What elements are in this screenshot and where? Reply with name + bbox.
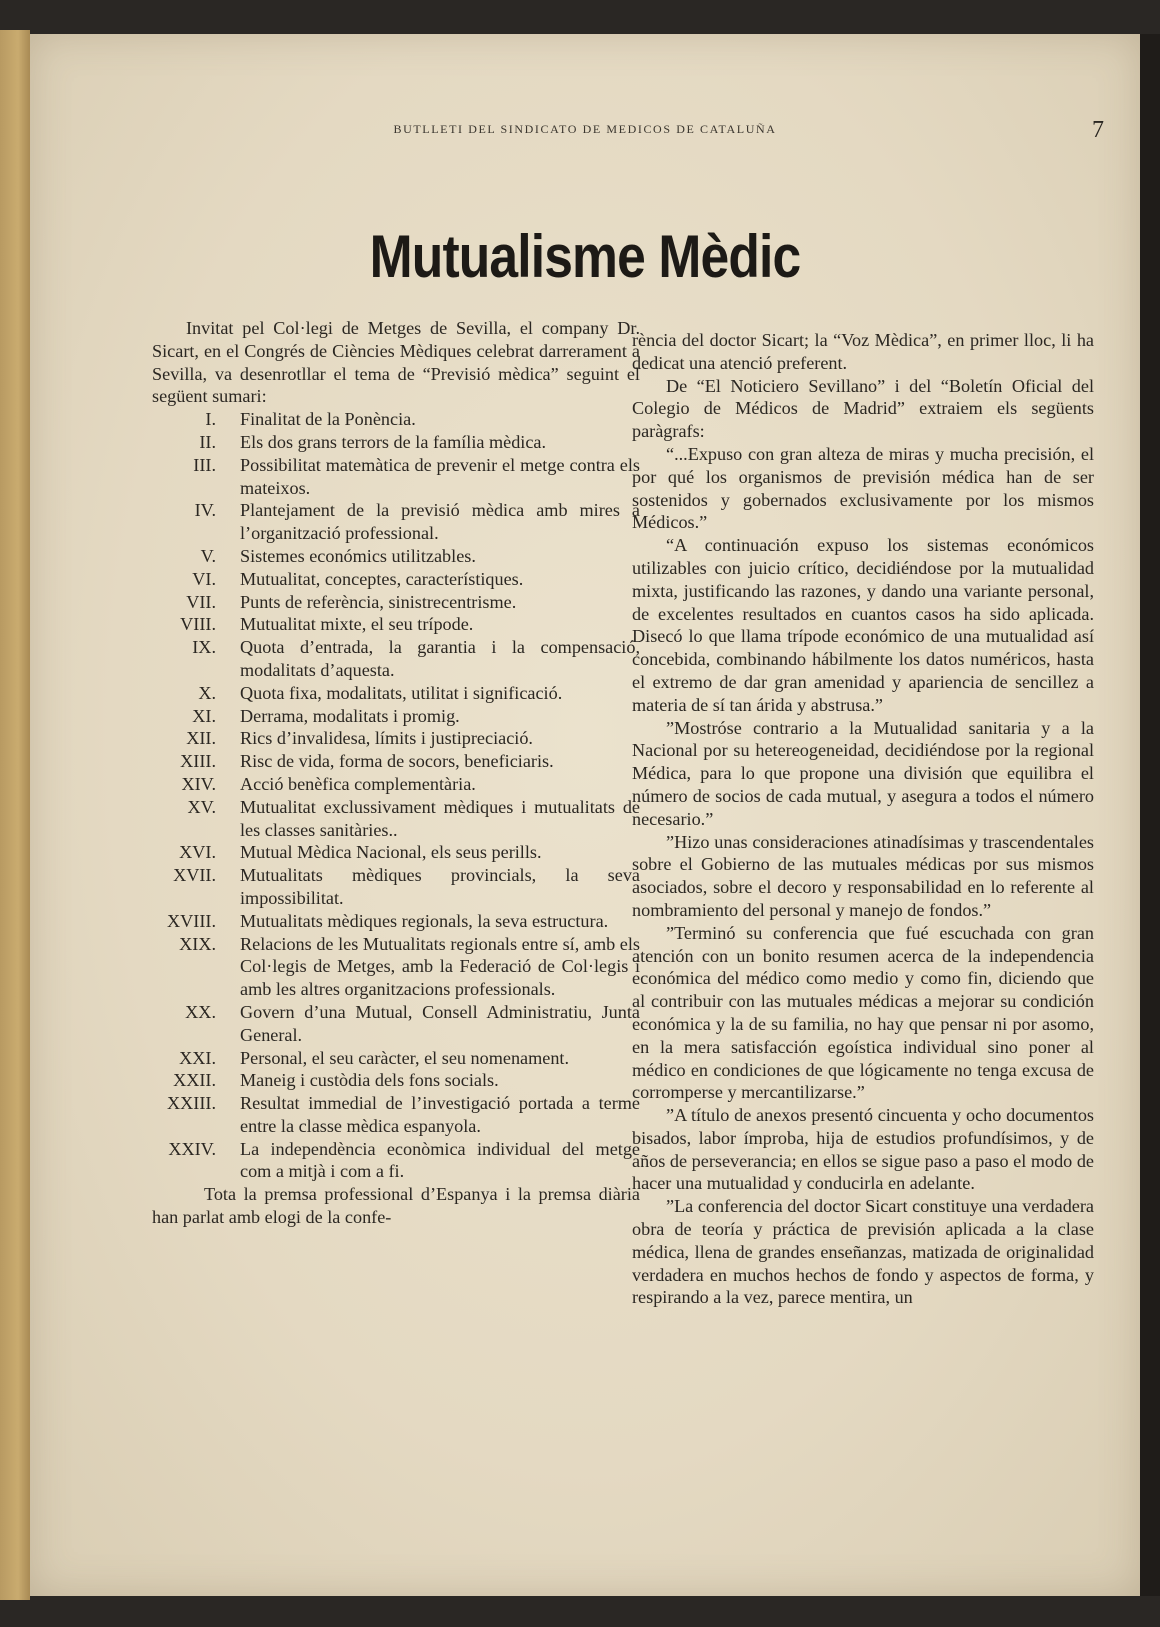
summary-item-text: Mutualitat, conceptes, característiques. <box>240 568 524 589</box>
left-closing-paragraph: Tota la premsa professional d’Espanya i la premsa diària han parlat amb elogi de la confe- <box>152 1184 640 1228</box>
summary-item <box>152 864 640 910</box>
summary-item-number: XIX. <box>179 933 216 954</box>
summary-item-number: XX. <box>185 1001 216 1022</box>
summary-item-number: XI. <box>192 705 216 726</box>
running-header: BUTLLETI DEL SINDICATO DE MEDICOS DE CATALUÑA <box>393 122 777 136</box>
summary-item-text: Rics d’invalidesa, límits i justipreciació. <box>240 728 533 749</box>
right-column <box>632 329 1094 1309</box>
summary-item <box>152 682 640 705</box>
summary-item-text: Sistemes económics utilitzables. <box>240 545 476 566</box>
summary-item-number: XII. <box>186 728 216 749</box>
summary-item <box>152 454 640 500</box>
summary-item-number: I. <box>205 409 216 430</box>
right-paragraph: ”A título de anexos presentó cincuenta y ocho documentos bisados, labor ímproba, hija de estudios profundísimos, y de años de perseverancia; en ellos se sigue paso a paso el modo de hacer una mutualidad y conducirla en adelante. <box>632 1105 1094 1194</box>
summary-item-number: XVI. <box>179 842 216 863</box>
journal-page <box>30 34 1140 1596</box>
summary-item-text: Punts de referència, sinistrecentrisme. <box>240 591 517 612</box>
right-paragraph: ”Mostróse contrario a la Mutualidad sanitaria y a la Nacional por su hetereogeneidad, decidiéndose por la regional Médica, para lo que propone una división que equilibra el número de socios de cada mutual, y asegura a todos el número necesario.” <box>632 717 1094 829</box>
right-paragraph: ”Hizo unas consideraciones atinadísimas y trascendentales sobre el Gobierno de las mutuales médicas por sus mismos asociados, sobre el decoro y responsabilidad en lo referente al nombramiento del personal y manejo de fondos.” <box>632 831 1094 920</box>
summary-item-text: Quota d’entrada, la garantia i la compensació, modalitats d’aquesta. <box>240 637 640 680</box>
summary-item <box>152 705 640 728</box>
summary-item <box>152 1001 640 1047</box>
summary-item <box>152 568 640 591</box>
right-paragraph: “...Expuso con gran alteza de miras y mucha precisión, el por qué los organismos de previsión médica han de ser sostenidos y gobernados exclusivamente por los mismos Médicos.” <box>632 443 1094 533</box>
summary-item-number: XXII. <box>173 1070 216 1091</box>
summary-item-number: VI. <box>192 568 216 589</box>
summary-item-text: Mutualitats mèdiques provincials, la seva impossibilitat. <box>240 865 640 908</box>
page-edge-shadow <box>1140 34 1160 1596</box>
summary-item <box>152 545 640 568</box>
summary-item <box>152 750 640 773</box>
summary-item-text: Els dos grans terrors de la família mèdica. <box>240 431 547 452</box>
summary-item <box>152 1047 640 1070</box>
summary-item <box>152 841 640 864</box>
summary-item-text: Personal, el seu caràcter, el seu nomenament. <box>240 1047 570 1068</box>
summary-item-text: Possibilitat matemàtica de prevenir el metge contra els mateixos. <box>240 454 640 498</box>
summary-item <box>152 431 640 454</box>
summary-item-text: Mutualitat mixte, el seu trípode. <box>240 614 474 635</box>
summary-item-text: Risc de vida, forma de socors, beneficiaris. <box>240 751 554 772</box>
summary-item-text: Mutualitat exclussivament mèdiques i mutualitats de les classes sanitàries.. <box>240 796 640 840</box>
summary-item-number: XIV. <box>181 773 216 794</box>
right-paragraph: rència del doctor Sicart; la “Voz Mèdica”, en primer lloc, li ha dedicat una atenció preferent. <box>632 330 1094 373</box>
summary-item <box>152 591 640 614</box>
summary-item <box>152 408 640 431</box>
summary-item <box>152 727 640 750</box>
summary-item-text: Relacions de les Mutualitats regionals entre sí, amb els Col·legis de Metges, amb la Federació de Col·legis i amb les altres organitzacions professionals. <box>240 933 640 1000</box>
summary-item-number: X. <box>198 682 216 703</box>
summary-item-text: Mutual Mèdica Nacional, els seus perills. <box>240 842 542 863</box>
summary-item-number: XXIV. <box>168 1138 216 1159</box>
summary-item-number: V. <box>200 545 216 566</box>
summary-item <box>152 636 640 682</box>
summary-item-number: XVII. <box>173 865 216 886</box>
summary-item-text: Derrama, modalitats i promig. <box>240 705 460 726</box>
summary-item-number: XIII. <box>180 751 216 772</box>
summary-item <box>152 796 640 842</box>
summary-item <box>152 1092 640 1138</box>
summary-item-number: VII. <box>186 591 216 612</box>
summary-item-text: Acció benèfica complementària. <box>240 773 476 794</box>
summary-item-text: La independència econòmica individual del metge com a mitjà i com a fi. <box>240 1138 640 1182</box>
summary-item-number: XVIII. <box>167 910 216 931</box>
summary-item-number: XXI. <box>179 1047 216 1068</box>
summary-item-number: II. <box>199 431 216 452</box>
summary-item <box>152 1138 640 1184</box>
article-title: Mutualisme Mèdic <box>369 223 801 290</box>
summary-item-text: Finalitat de la Ponència. <box>240 409 416 430</box>
summary-item-text: Plantejament de la previsió mèdica amb mires a l’organització professional. <box>240 500 640 544</box>
summary-item-number: VIII. <box>180 614 216 635</box>
summary-item-number: IV. <box>194 500 216 521</box>
intro-paragraph: Invitat pel Col·legi de Metges de Sevilla, el company Dr. Sicart, en el Congrés de Ciències Mèdiques celebrat darrerament a Sevilla, va desenrotllar el tema de “Previsió mèdica” seguint el següent sumari: <box>152 318 640 407</box>
summary-item-number: III. <box>193 454 216 475</box>
summary-item-number: XV. <box>187 796 216 817</box>
summary-item-text: Maneig i custòdia dels fons socials. <box>240 1070 499 1091</box>
summary-item-text: Quota fixa, modalitats, utilitat i significació. <box>240 682 563 703</box>
book-binding <box>0 30 30 1600</box>
summary-item <box>152 910 640 933</box>
right-paragraph: De “El Noticiero Sevillano” i del “Boletín Oficial del Colegio de Médicos de Madrid” extraiem els següents paràgrafs: <box>632 375 1094 442</box>
summary-item <box>152 499 640 545</box>
summary-item <box>152 773 640 796</box>
summary-item <box>152 933 640 1001</box>
page-number: 7 <box>1092 117 1104 143</box>
summary-item <box>152 613 640 636</box>
right-paragraph: ”La conferencia del doctor Sicart constituye una verdadera obra de teoría y práctica de previsión aplicada a la clase médica, llena de grandes enseñanzas, matizada de originalidad verdadera en muchos hechos de fondo y aspectos de forma, y respirando a la vez, parece mentira, un <box>632 1196 1094 1308</box>
summary-item-text: Mutualitats mèdiques regionals, la seva estructura. <box>240 910 609 931</box>
summary-list <box>152 408 640 1183</box>
summary-item-text: Resultat immedial de l’investigació portada a terme entre la classe mèdica espanyola. <box>240 1093 640 1136</box>
summary-item-number: XXIII. <box>167 1093 216 1114</box>
summary-item-text: Govern d’una Mutual, Consell Administratiu, Junta General. <box>240 1001 640 1045</box>
left-column <box>152 317 640 1229</box>
right-paragraph: “A continuación expuso los sistemas económicos utilizables con juicio crítico, decidiéndose por la mutualidad mixta, justificando las razones, y dando una variante personal, de excelentes resultados en cuantos casos ha sido aplicada. Disecó lo que llama trípode económico de una mutualidad así concebida, combinando hábilmente los datos numéricos, hasta el extremo de dar gran amenidad y apariencia de sencillez a materia de sí tan árida y abstrusa.” <box>632 535 1094 715</box>
summary-item-number: IX. <box>192 637 216 658</box>
right-paragraph: ”Terminó su conferencia que fué escuchada con gran atención con un bonito resumen acerca de la independencia económica del médico como medio y como fin, diciendo que al contribuir con las mutuales médicas a mejorar su condición económica y la de su familia, no hay que pensar ni por asomo, en la mera satisfacción egoística individual sino poner al médico en condiciones de que lógicamente no tenga excusa de corromperse y mercantilizarse.” <box>632 922 1094 1103</box>
summary-item <box>152 1069 640 1092</box>
